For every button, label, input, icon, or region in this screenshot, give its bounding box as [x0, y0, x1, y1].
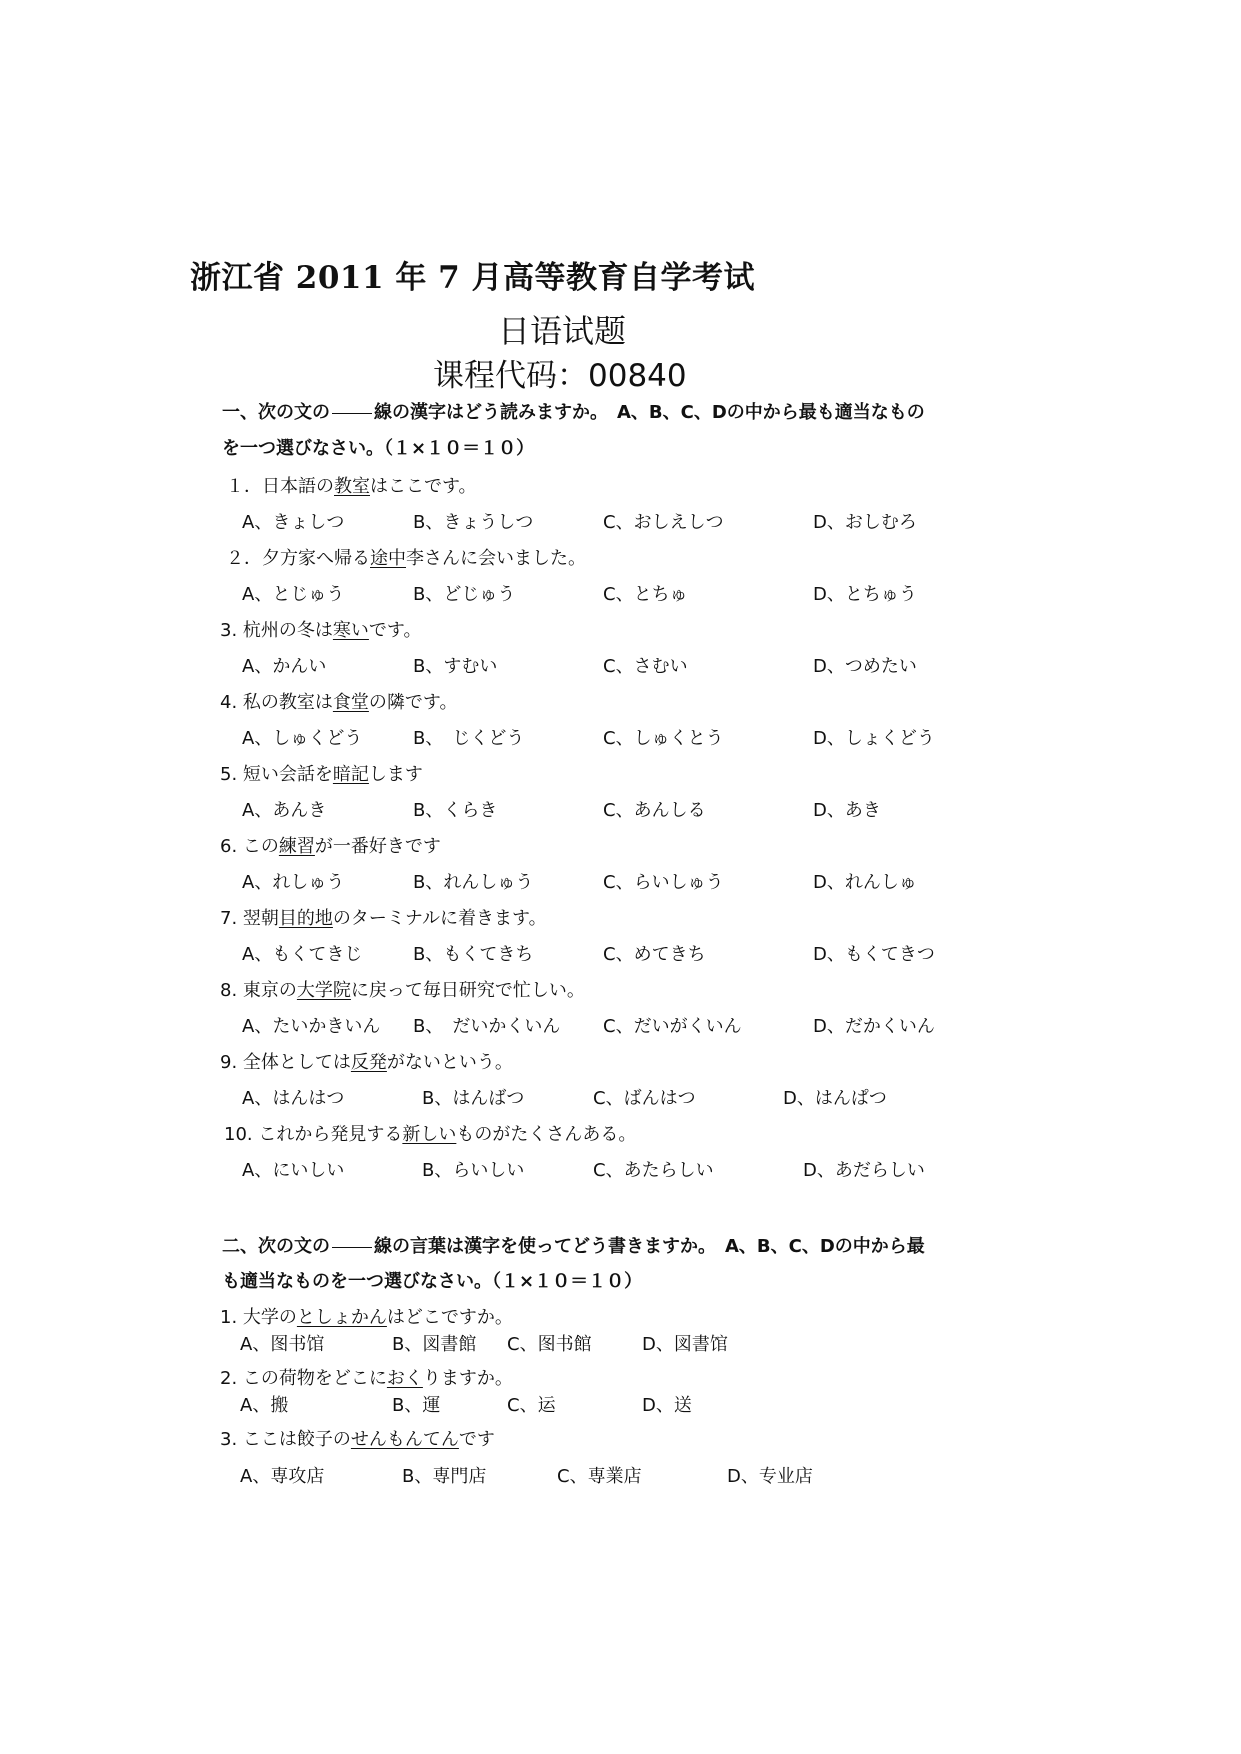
question-target: 食堂 — [332, 692, 369, 713]
q7-option-d: D、もくてきつ — [813, 944, 935, 965]
question-target: せんもんてん — [350, 1429, 459, 1450]
course-code: 课程代码：00840 — [433, 358, 687, 394]
question-target: 教室 — [334, 476, 370, 497]
q7-option-c: C、めてきち — [603, 944, 706, 965]
question-target: 寒い — [332, 620, 369, 641]
q1-option-b: B、きょうしつ — [413, 512, 534, 533]
s2-q2-option-a: A、搬 — [240, 1395, 289, 1416]
q2-option-c: C、とちゅ — [603, 584, 688, 605]
s2-question-2: 2. この荷物をどこにおくりますか。 — [220, 1368, 513, 1389]
s2-q3-option-b: B、専門店 — [402, 1466, 487, 1487]
s2-q3-option-d: D、专业店 — [727, 1466, 813, 1487]
q4-option-a: A、しゅくどう — [242, 728, 363, 749]
question-7: 7. 翌朝目的地のターミナルに着きます。 — [220, 908, 547, 929]
question-2: ２．夕方家へ帰る途中李さんに会いました。 — [226, 548, 586, 569]
section1-instruction-line2: を一つ選びなさい。（１×１０＝１０） — [222, 438, 535, 459]
q3-option-c: C、さむい — [603, 656, 688, 677]
question-4: 4. 私の教室は食堂の隣です。 — [220, 692, 458, 713]
question-target: 新しい — [402, 1124, 457, 1145]
q1-option-a: A、きょしつ — [242, 512, 345, 533]
s2-question-3: 3. ここは餃子のせんもんてんです — [220, 1429, 495, 1450]
q2-option-a: A、とじゅう — [242, 584, 345, 605]
q10-option-a: A、にいしい — [242, 1160, 345, 1181]
q5-option-c: C、あんしる — [603, 800, 706, 821]
q5-option-b: B、くらき — [413, 800, 498, 821]
q10-option-d: D、あだらしい — [803, 1160, 925, 1181]
q3-option-a: A、かんい — [242, 656, 327, 677]
q6-option-d: D、れんしゅ — [813, 872, 917, 893]
q4-option-c: C、しゅくとう — [603, 728, 724, 749]
s2-q3-option-a: A、専攻店 — [240, 1466, 325, 1487]
section2-instruction-line2: も適当なものを一つ選びなさい。（１×１０＝１０） — [222, 1271, 643, 1292]
question-3: 3. 杭州の冬は寒いです。 — [220, 620, 422, 641]
s2-q1-option-d: D、図書馆 — [642, 1334, 728, 1355]
q9-option-c: C、ばんはつ — [593, 1088, 696, 1109]
q8-option-b: B、 だいかくいん — [413, 1016, 561, 1037]
q6-option-b: B、れんしゅう — [413, 872, 534, 893]
question-6: 6. この練習が一番好きです — [220, 836, 441, 857]
q8-option-a: A、たいかきいん — [242, 1016, 381, 1037]
q9-option-d: D、はんぱつ — [783, 1088, 887, 1109]
q9-option-a: A、はんはつ — [242, 1088, 345, 1109]
question-target: 途中 — [370, 548, 406, 569]
q4-option-b: B、 じくどう — [413, 728, 525, 749]
question-target: 練習 — [278, 836, 315, 857]
question-target: おく — [386, 1368, 423, 1389]
q3-option-d: D、つめたい — [813, 656, 917, 677]
question-target: 反発 — [350, 1052, 387, 1073]
q4-option-d: D、しょくどう — [813, 728, 935, 749]
q8-option-c: C、だいがくいん — [603, 1016, 742, 1037]
s2-q1-option-b: B、図書館 — [392, 1334, 477, 1355]
q2-option-b: B、どじゅう — [413, 584, 516, 605]
q5-option-a: A、あんき — [242, 800, 327, 821]
exam-subject: 日语试题 — [498, 312, 627, 350]
s2-q2-option-b: B、運 — [392, 1395, 441, 1416]
s2-q2-option-c: C、运 — [507, 1395, 556, 1416]
question-10: 10. これから発見する新しいものがたくさんある。 — [224, 1124, 637, 1145]
blank-line — [332, 412, 372, 414]
q6-option-a: A、れしゅう — [242, 872, 345, 893]
question-8: 8. 東京の大学院に戻って毎日研究で忙しい。 — [220, 980, 585, 1001]
question-target: 暗記 — [332, 764, 369, 785]
q1-option-d: D、おしむろ — [813, 512, 917, 533]
question-9: 9. 全体としては反発がないという。 — [220, 1052, 513, 1073]
question-target: 大学院 — [296, 980, 351, 1001]
q10-option-b: B、らいしい — [422, 1160, 525, 1181]
s2-q3-option-c: C、専業店 — [557, 1466, 642, 1487]
blank-line — [332, 1246, 372, 1248]
question-target: 目的地 — [278, 908, 333, 929]
q5-option-d: D、あき — [813, 800, 881, 821]
q7-option-b: B、もくてきち — [413, 944, 534, 965]
q10-option-c: C、あたらしい — [593, 1160, 714, 1181]
q7-option-a: A、もくてきじ — [242, 944, 363, 965]
q1-option-c: C、おしえしつ — [603, 512, 724, 533]
question-5: 5. 短い会話を暗記します — [220, 764, 423, 785]
s2-q1-option-c: C、图书館 — [507, 1334, 592, 1355]
section1-instruction: 一、次の文の 線の漢字はどう読みますか。 A、B、C、Dの中から最も適当なもの — [222, 402, 925, 423]
s2-q1-option-a: A、图书馆 — [240, 1334, 325, 1355]
q3-option-b: B、すむい — [413, 656, 498, 677]
q9-option-b: B、はんばつ — [422, 1088, 525, 1109]
q8-option-d: D、だかくいん — [813, 1016, 935, 1037]
exam-title: 浙江省 2011 年 7 月高等教育自学考试 — [190, 260, 756, 296]
q2-option-d: D、とちゅう — [813, 584, 917, 605]
question-target: としょかん — [296, 1307, 387, 1328]
s2-question-1: 1. 大学のとしょかんはどこですか。 — [220, 1307, 513, 1328]
s2-q2-option-d: D、送 — [642, 1395, 692, 1416]
section2-instruction: 二、次の文の 線の言葉は漢字を使ってどう書きますか。 A、B、C、Dの中から最 — [222, 1236, 925, 1257]
q6-option-c: C、らいしゅう — [603, 872, 724, 893]
question-1: １．日本語の教室はここです。 — [226, 476, 477, 497]
